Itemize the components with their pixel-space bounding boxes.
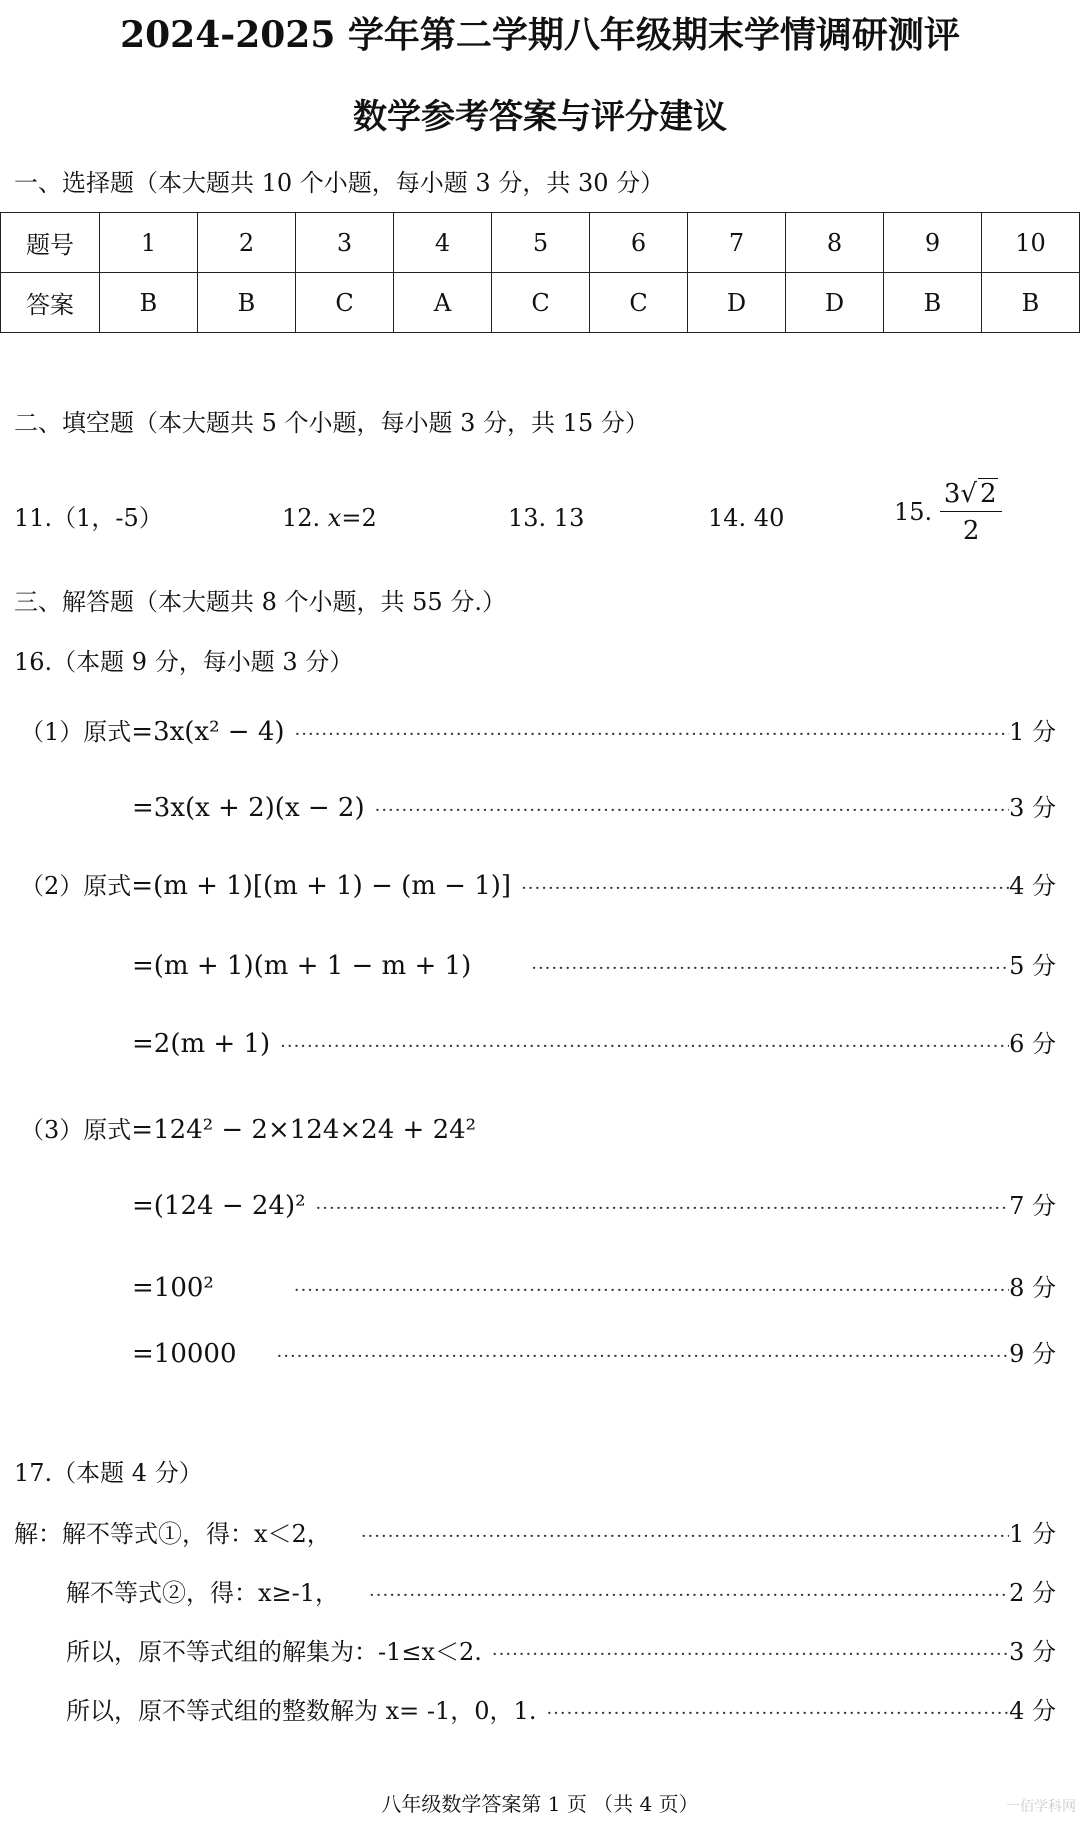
score-label: 8 分	[1009, 1274, 1056, 1302]
leader-dots	[361, 1517, 1009, 1557]
title-line2: 数学参考答案与评分建议	[353, 97, 727, 137]
table-cell-answer: C	[296, 273, 394, 333]
table-cell-number: 8	[786, 213, 884, 273]
fraction-numerator	[940, 478, 1003, 512]
table-row-answers	[1, 273, 1080, 333]
score-label: 6 分	[1009, 1030, 1056, 1058]
fill-answer-15	[894, 478, 1002, 546]
q16-header: 16.（本题 9 分，每小题 3 分）	[14, 648, 354, 676]
table-cell-number: 10	[982, 213, 1080, 273]
leader-dots	[294, 1271, 1009, 1311]
section2-heading: 二、填空题（本大题共 5 个小题，每小题 3 分，共 15 分）	[14, 409, 649, 437]
leader-dots	[521, 869, 1009, 909]
watermark: 一佰学科网	[1006, 1799, 1076, 1815]
q16-p1-expr1: =3x(x² − 4)	[131, 717, 285, 747]
table-cell-number: 9	[884, 213, 982, 273]
leader-dots	[369, 1576, 1009, 1616]
table-cell-answer: A	[394, 273, 492, 333]
q16-p2-expr2: =(m + 1)(m + 1 − m + 1)	[132, 951, 472, 981]
q12-variable: x	[327, 504, 342, 532]
q16-p3-line1	[20, 1110, 476, 1150]
score-label: 4 分	[1009, 1697, 1056, 1725]
q17-line2	[66, 1573, 1056, 1616]
q16-p3-expr4: =10000	[132, 1339, 237, 1369]
leader-dots	[531, 949, 1009, 989]
table-cell-answer: B	[198, 273, 296, 333]
title-line1: 2024-2025 学年第二学期八年级期末学情调研测评	[120, 14, 960, 56]
q16-p2-expr3: =2(m + 1)	[132, 1029, 271, 1059]
section3-heading: 三、解答题（本大题共 8 个小题，共 55 分.）	[14, 588, 506, 616]
sqrt-sign: √	[960, 479, 977, 509]
q16-p1-expr2: =3x(x + 2)(x − 2)	[132, 793, 365, 823]
q17-text1: 解：解不等式①，得：x＜2，	[14, 1520, 331, 1548]
q12-prefix: 12.	[282, 504, 328, 532]
leader-dots	[316, 1189, 1010, 1229]
choice-answer-table	[0, 212, 1080, 333]
leader-dots	[277, 1337, 1010, 1377]
leader-dots	[492, 1635, 1009, 1675]
leader-dots	[280, 1027, 1009, 1067]
q16-p2-label: （2）原式	[20, 872, 132, 900]
score-label: 9 分	[1009, 1340, 1056, 1368]
q17-line3	[66, 1632, 1056, 1675]
q16-p3-line2	[132, 1186, 1056, 1229]
q16-p2-line3	[132, 1024, 1056, 1067]
q16-p3-expr1: =124² − 2×124×24 + 24²	[131, 1115, 477, 1145]
table-cell-answer: B	[982, 273, 1080, 333]
table-cell-number: 7	[688, 213, 786, 273]
score-label: 4 分	[1009, 872, 1056, 900]
table-cell-number: 1	[100, 213, 198, 273]
score-label: 1 分	[1009, 1520, 1056, 1548]
q17-header: 17.（本题 4 分）	[14, 1459, 203, 1487]
section1-heading: 一、选择题（本大题共 10 个小题，每小题 3 分，共 30 分）	[14, 169, 665, 197]
table-cell-number: 2	[198, 213, 296, 273]
table-cell-answer: C	[492, 273, 590, 333]
q17-text3: 所以，原不等式组的解集为：-1≤x＜2.	[66, 1638, 482, 1666]
q15-prefix: 15.	[894, 498, 933, 526]
table-cell-answer: D	[688, 273, 786, 333]
q17-line1	[14, 1514, 1056, 1557]
fill-answer-13: 13. 13	[508, 504, 585, 532]
q15-fraction	[940, 478, 1003, 546]
q16-p2-line2	[132, 946, 1056, 989]
score-label: 2 分	[1009, 1579, 1056, 1607]
q16-p3-label: （3）原式	[20, 1116, 132, 1144]
table-cell-label: 题号	[1, 213, 100, 273]
table-cell-answer: B	[884, 273, 982, 333]
q17-line4	[66, 1691, 1056, 1734]
radicand: 2	[979, 479, 997, 509]
table-row-numbers	[1, 213, 1080, 273]
q17-text4: 所以，原不等式组的整数解为 x= -1，0，1.	[66, 1697, 537, 1725]
table-cell-label: 答案	[1, 273, 100, 333]
table-cell-answer: C	[590, 273, 688, 333]
score-label: 7 分	[1009, 1192, 1056, 1220]
table-cell-number: 6	[590, 213, 688, 273]
q16-p2-line1	[20, 866, 1056, 909]
score-label: 1 分	[1009, 718, 1056, 746]
fill-answer-12	[282, 500, 377, 536]
q16-p1-line1	[20, 712, 1056, 755]
table-cell-number: 4	[394, 213, 492, 273]
q16-p2-expr1: =(m + 1)[(m + 1) − (m − 1)]	[131, 871, 512, 901]
q16-p1-label: （1）原式	[20, 718, 132, 746]
leader-dots	[375, 791, 1009, 831]
q17-text2: 解不等式②，得：x≥-1，	[66, 1579, 340, 1607]
fill-answer-11: 11.（1，-5）	[14, 504, 163, 532]
q16-p3-expr3: =100²	[132, 1273, 214, 1303]
table-cell-answer: B	[100, 273, 198, 333]
q16-p3-line3	[132, 1268, 1056, 1311]
q16-p3-expr2: =(124 − 24)²	[132, 1191, 306, 1221]
score-label: 3 分	[1009, 794, 1056, 822]
fraction-denominator: 2	[962, 516, 980, 546]
table-cell-number: 5	[492, 213, 590, 273]
leader-dots	[546, 1694, 1009, 1734]
leader-dots	[295, 715, 1010, 755]
numerator-coefficient: 3	[943, 479, 961, 509]
table-cell-answer: D	[786, 273, 884, 333]
q12-rest: =2	[341, 504, 377, 532]
fill-answer-14: 14. 40	[708, 504, 785, 532]
q16-p1-line2	[132, 788, 1056, 831]
table-cell-number: 3	[296, 213, 394, 273]
q16-p3-line4	[132, 1334, 1056, 1377]
page-footer: 八年级数学答案第 1 页 （共 4 页）	[381, 1792, 699, 1816]
score-label: 3 分	[1009, 1638, 1056, 1666]
score-label: 5 分	[1009, 952, 1056, 980]
